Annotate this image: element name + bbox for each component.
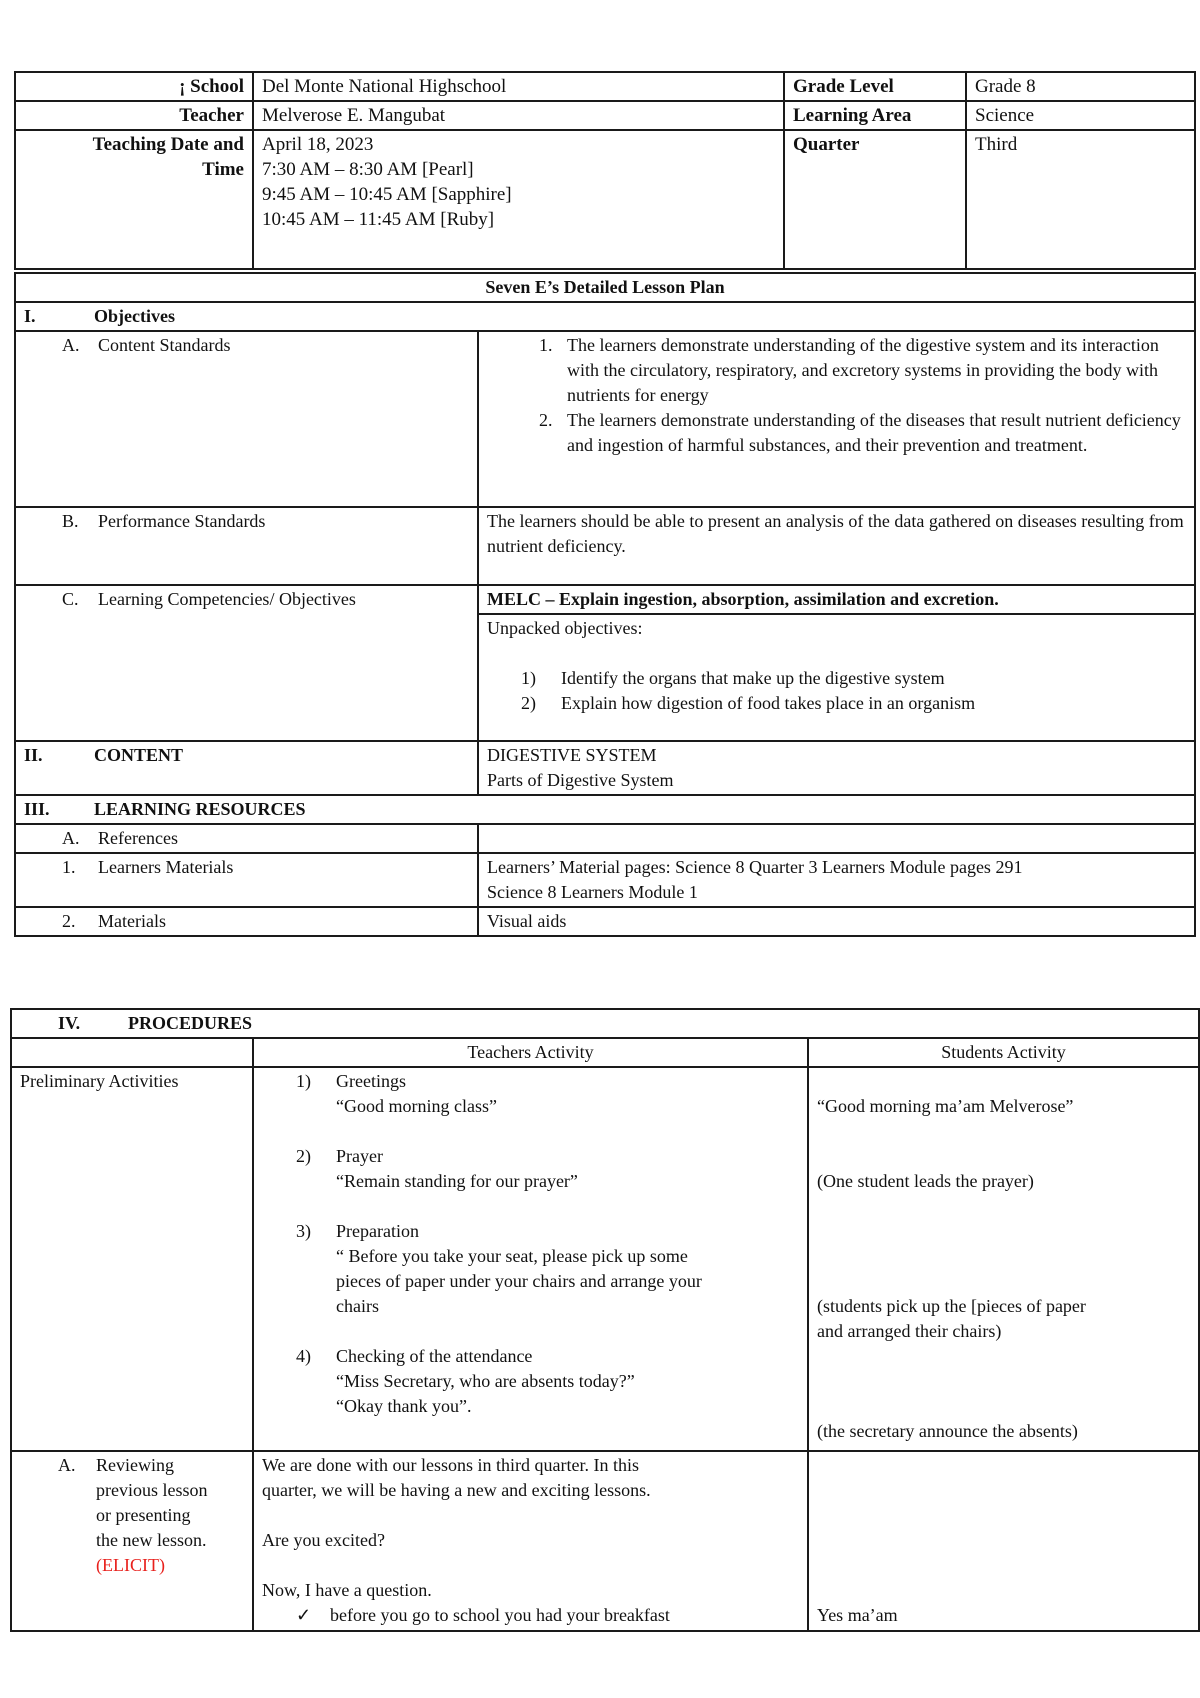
time-line: 10:45 AM – 11:45 AM [Ruby] [262, 209, 495, 230]
competencies-label: C. Learning Competencies/ Objectives [15, 585, 478, 741]
school-value: Del Monte National Highschool [253, 72, 784, 101]
content-standards-label: A. Content Standards [15, 331, 478, 507]
list-item: 1) Greetings [296, 1071, 406, 1091]
performance-standards-value: The learners should be able to present an analysis of the data gathered on diseases resulting from nutrient deficiency. [478, 507, 1195, 585]
materials-label: 2. Materials [15, 907, 478, 936]
performance-standards-label: B. Performance Standards [15, 507, 478, 585]
content-heading: II. CONTENT [15, 741, 478, 795]
reviewing-student-activity [808, 1451, 1199, 1631]
list-item: 2) Explain how digestion of food takes place in an organism [521, 693, 976, 713]
elicit-tag: (ELICIT) [96, 1555, 165, 1575]
blank-header [11, 1038, 253, 1067]
lesson-plan-table [14, 272, 1196, 937]
content-standards-value [478, 331, 1195, 507]
student-response: (the secretary announce the absents) [817, 1421, 1078, 1441]
student-response: (students pick up the [pieces of paper [817, 1296, 1086, 1316]
procedures-table [10, 1008, 1200, 1632]
list-item: 1. The learners demonstrate understanding of the digestive system and its interaction with the circulatory, respiratory, and excretory systems in providing the body with nutrients for energy [557, 333, 1186, 408]
grade-level-label: Grade Level [784, 72, 966, 101]
student-response: “Good morning ma’am Melverose” [817, 1096, 1074, 1116]
checkmark-icon: ✓ [296, 1605, 312, 1625]
teachers-activity-header: Teachers Activity [253, 1038, 808, 1067]
reviewing-teacher-activity: We are done with our lessons in third quarter. In this quarter, we will be having a new and exciting lessons. Are you excited? Now, I have a question. ✓ before you go to school you had your breakfast [253, 1451, 808, 1631]
student-response: Yes ma’am [817, 1605, 898, 1625]
learning-area-label: Learning Area [784, 101, 966, 130]
preliminary-teacher-activities: 1) Greetings “Good morning class” 2) Prayer “Remain standing for our prayer” 3) Preparation “ Before you take your seat, please pick up some pieces of paper under your chairs and arrange your chairs 4) Checking of the attendance “Miss Secretary, who are absents today?” “Okay thank you”. [253, 1067, 808, 1451]
melc-text: MELC – Explain ingestion, absorption, assimilation and excretion. [478, 585, 1195, 614]
learners-materials-label: 1. Learners Materials [15, 853, 478, 907]
learning-area-value: Science [966, 101, 1195, 130]
procedures-heading: IV. PROCEDURES [11, 1009, 1199, 1038]
student-response: (One student leads the prayer) [817, 1171, 1034, 1191]
objectives-heading: I. Objectives [15, 302, 1195, 331]
teacher-label: Teacher [15, 101, 253, 130]
content-value: DIGESTIVE SYSTEM Parts of Digestive System [478, 741, 1195, 795]
grade-level-value: Grade 8 [966, 72, 1195, 101]
materials-value: Visual aids [478, 907, 1195, 936]
school-label: ¡ School [15, 72, 253, 101]
list-item: 2) Prayer [296, 1146, 383, 1166]
quarter-label: Quarter [784, 130, 966, 269]
list-item: 3) Preparation [296, 1221, 419, 1241]
student-response: and arranged their chairs) [817, 1321, 1002, 1341]
list-item: 4) Checking of the attendance [296, 1346, 533, 1366]
reviewing-lesson-label: A. Reviewing previous lesson or presenting the new lesson. (ELICIT) [11, 1451, 253, 1631]
list-item: 2. The learners demonstrate understanding of the diseases that result nutrient deficiency and ingestion of harmful substances, and their prevention and treatment. [557, 408, 1186, 458]
quarter-value: Third [966, 130, 1195, 269]
time-line: 9:45 AM – 10:45 AM [Sapphire] [262, 184, 512, 205]
references-label: A. References [15, 824, 478, 853]
teacher-value: Melverose E. Mangubat [253, 101, 784, 130]
plan-title: Seven E’s Detailed Lesson Plan [15, 273, 1195, 302]
teaching-date-label: Teaching Date and Time [15, 130, 253, 269]
time-line: 7:30 AM – 8:30 AM [Pearl] [262, 159, 474, 180]
preliminary-student-activities [808, 1067, 1199, 1451]
learners-materials-value: Learners’ Material pages: Science 8 Quarter 3 Learners Module pages 291 Science 8 Learners Module 1 [478, 853, 1195, 907]
list-item: 1) Identify the organs that make up the digestive system [521, 668, 945, 688]
unpacked-objectives: Unpacked objectives: 1) Identify the organs that make up the digestive system 2) Explain how digestion of food takes place in an organism [478, 614, 1195, 741]
header-table [14, 71, 1196, 270]
students-activity-header: Students Activity [808, 1038, 1199, 1067]
learning-resources-heading: III. LEARNING RESOURCES [15, 795, 1195, 824]
references-value [478, 824, 1195, 853]
preliminary-activities-label: Preliminary Activities [11, 1067, 253, 1451]
teaching-date-value [253, 130, 784, 269]
date-line: April 18, 2023 [262, 134, 374, 155]
